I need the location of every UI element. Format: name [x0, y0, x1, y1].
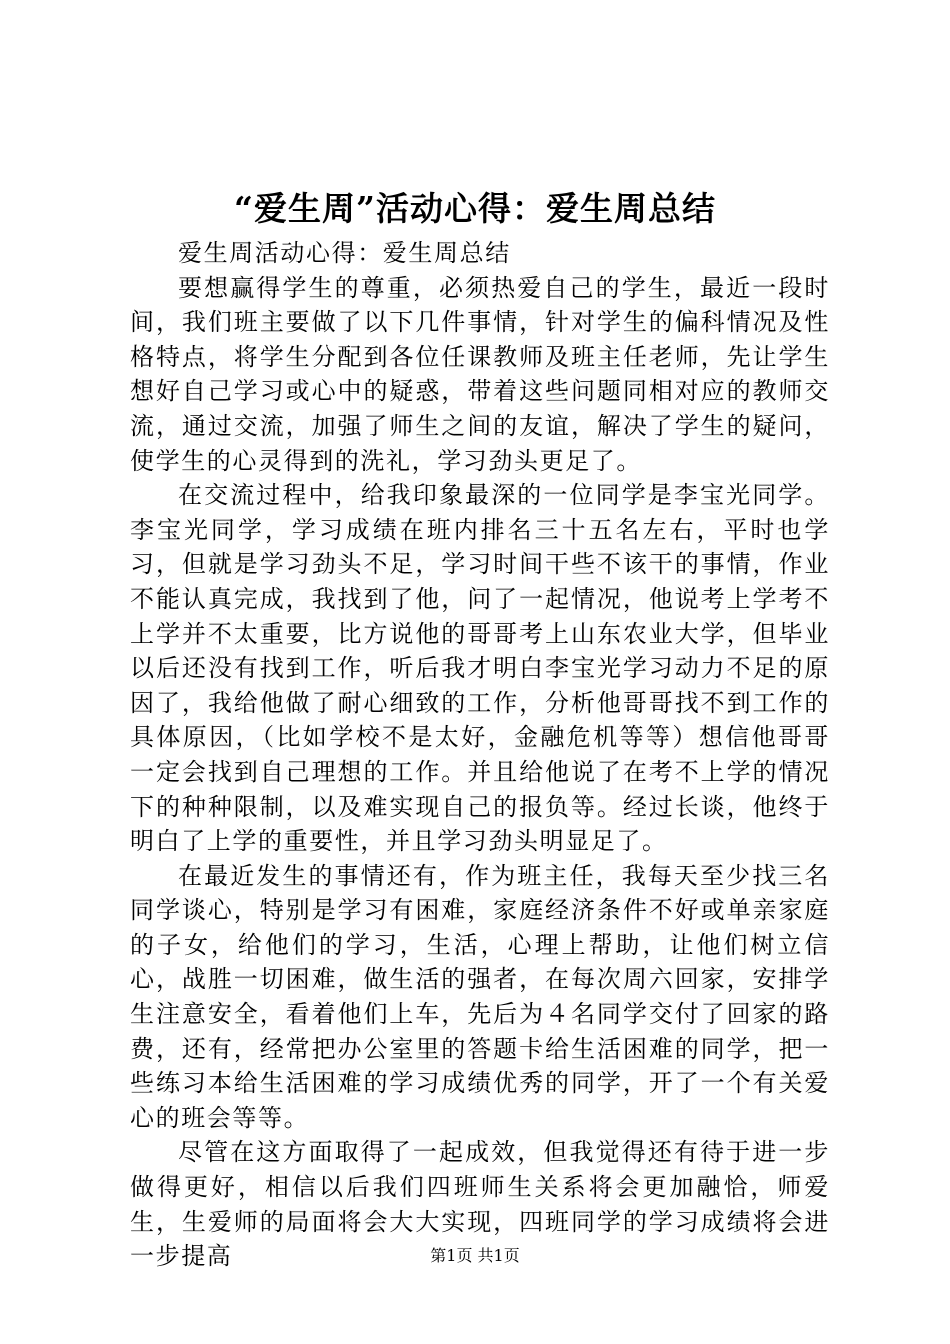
paragraph: 尽管在这方面取得了一起成效，但我觉得还有待于进一步做得更好，相信以后我们四班师生关系将会更加融恰，师爱生，生爱师的局面将会大大实现，四班同学的学习成绩将会进一步提高 — [130, 1138, 830, 1271]
document-body — [130, 236, 830, 1274]
paragraph-subtitle: 爱生周活动心得：爱生周总结 — [178, 239, 511, 267]
paragraph: 要想赢得学生的尊重，必须热爱自己的学生，最近一段时间，我们班主要做了以下几件事情，针对学生的偏科情况及性格特点，将学生分配到各位任课教师及班主任老师，先让学生想好自己学习或心中的疑惑，带着这些问题同相对应的教师交流，通过交流，加强了师生之间的友谊，解决了学生的疑问，使学生的心灵得到的洗礼，学习劲头更足了。 — [130, 273, 830, 475]
paragraph: 在最近发生的事情还有，作为班主任，我每天至少找三名同学谈心，特别是学习有困难，家庭经济条件不好或单亲家庭的子女，给他们的学习，生活，心理上帮助，让他们树立信心，战胜一切困难，做生活的强者，在每次周六回家，安排学生注意安全，看着他们上车，先后为４名同学交付了回家的路费，还有，经常把办公室里的答题卡给生活困难的同学，把一些练习本给生活困难的学习成绩优秀的同学，开了一个有关爱心的班会等等。 — [130, 861, 830, 1132]
document-title: “爱生周”活动心得：爱生周总结 — [234, 189, 716, 228]
paragraph: 在交流过程中，给我印象最深的一位同学是李宝光同学。李宝光同学，学习成绩在班内排名三十五名左右，平时也学习，但就是学习劲头不足，学习时间干些不该干的事情，作业不能认真完成，我找到了他，问了一起情况，他说考上学考不上学并不太重要，比方说他的哥哥考上山东农业大学，但毕业以后还没有找到工作，听后我才明白李宝光学习动力不足的原因了，我给他做了耐心细致的工作，分析他哥哥找不到工作的具体原因，（比如学校不是太好，金融危机等等）想信他哥哥一定会找到自己理想的工作。并且给他说了在考不上学的情况下的种种限制，以及难实现自己的报负等。经过长谈，他终于明白了上学的重要性，并且学习劲头明显足了。 — [130, 481, 830, 856]
page-footer: 第1页 共1页 — [430, 1246, 520, 1265]
